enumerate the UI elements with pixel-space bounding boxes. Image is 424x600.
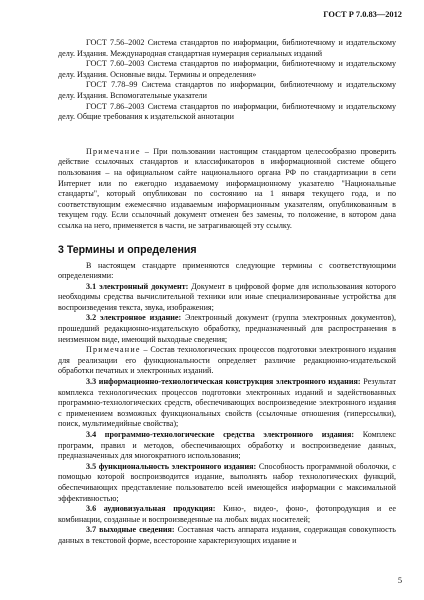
term-name: функциональность электронного издания: xyxy=(98,461,257,471)
note-text: – При пользовании настоящим стандартом целесообразно проверить действие ссылочных стандартов и классификаторов в информационной системе общего пользования – на официальном сайте национального органа РФ по стандартизации в сети Интернет или по ежегодно издаваемому информационному указателю "Национальные стандарты", который опубликован по состоянию на 1 января текущего года, и по соответствующим ежемесячно издаваемым информационным указателям, опубликованным в текущем году. Если ссылочный документ отменен без замены, то положение, в котором дана ссылка на него, применяется в части, не затрагивающей эту ссылку. xyxy=(58,146,396,230)
term-definition xyxy=(58,313,396,345)
term-name: электронный документ: xyxy=(99,281,189,291)
section-intro: В настоящем стандарте применяются следующие термины с соответствующими определениями: xyxy=(58,260,396,281)
term-definition xyxy=(58,430,396,462)
term-text: Комплекс программ, правил и методов, обеспечивающих обработку и воспроизведение данных, предназначенных для многократного использования; xyxy=(58,430,397,461)
document-body xyxy=(58,38,396,547)
term-name: информационно-технологическая конструкция электронного издания: xyxy=(98,377,361,387)
term-text: Кино-, видео-, фоно-, фотопродукция и ее комбинации, созданные и воспроизведенные на любых видах носителей; xyxy=(58,504,396,524)
term-definition xyxy=(58,504,396,525)
term-name: выходные сведения: xyxy=(99,525,175,535)
reference-entry: ГОСТ 7.86–2003 Система стандартов по информации, библиотечному и издательскому делу. Общие требования к издательской аннотации xyxy=(58,101,396,122)
term-definition xyxy=(58,462,396,504)
note-paragraph xyxy=(58,147,396,232)
term-number: 3.2 xyxy=(86,313,97,323)
standard-code: ГОСТ Р 7.0.83—2012 xyxy=(323,10,402,19)
reference-entry: ГОСТ 7.60–2003 Система стандартов по информации, библиотечному и издательскому делу. Издания. Основные виды. Термины и определения» xyxy=(58,59,396,79)
term-number: 3.7 xyxy=(86,525,97,535)
term-definition xyxy=(58,282,396,314)
term-name: аудиовизуальная продукция: xyxy=(103,504,216,514)
note-label: Примечание xyxy=(86,345,141,355)
term-name: программно-технологические средства электронного издания: xyxy=(104,430,355,439)
term-text: Электронный документ (группа электронных документов), прошедший редакционно-издательскую обработку, предназначенный для распространения в неизменном виде, имеющий выходные сведения; xyxy=(58,313,396,344)
reference-entry: ГОСТ 7.78–99 Система стандартов по информации, библиотечному и издательскому делу. Издания. Вспомогательные указатели xyxy=(58,80,396,100)
term-text: Документ в цифровой форме для использования которого необходимы средства вычислительной техники или иные специализированные устройства для воспроизведения текста, звука, изображения; xyxy=(58,281,396,312)
term-name: электронное издание: xyxy=(100,313,182,323)
page-number: 5 xyxy=(397,576,402,586)
term-definition xyxy=(58,377,396,430)
term-text: Результат комплекса технологических процессов подготовки электронных изданий и задействованных программно-технологических средств, обеспечивающих воспроизведение электронного издания с применением возможных функциональных свойств (ссылочные отношения (гиперссылки), поиск, мультимедийные свойства); xyxy=(58,377,396,429)
reference-entry: ГОСТ 7.56–2002 Система стандартов по информации, библиотечному и издательскому делу. Издания. Международная стандартная нумерация сериальных изданий xyxy=(58,38,396,58)
term-text: Способность программной оболочки, с помощью которой воспроизводится издание, выполнять набор технологических функций, обеспечивающих представление пользователю всей имеющейся информации с максимальной эффективностью; xyxy=(58,461,397,503)
note-paragraph xyxy=(58,345,396,377)
term-definition xyxy=(58,525,396,546)
term-number: 3.4 xyxy=(86,430,97,439)
term-number: 3.6 xyxy=(86,504,97,514)
term-number: 3.1 xyxy=(86,281,97,291)
section-heading: 3 Термины и определения xyxy=(58,243,197,256)
term-number: 3.5 xyxy=(86,461,97,471)
note-text: – Состав технологических процессов подготовки электронного издания для реализации его функциональности определяет различие редакционно-издательской обработки печатных и электронных изданий. xyxy=(58,345,396,376)
term-number: 3.3 xyxy=(86,377,97,387)
term-text: Составная часть аппарата издания, содержащая совокупность данных в текстовой форме, всесторонне характеризующих издание и xyxy=(58,525,396,545)
note-label: Примечание xyxy=(86,146,141,156)
